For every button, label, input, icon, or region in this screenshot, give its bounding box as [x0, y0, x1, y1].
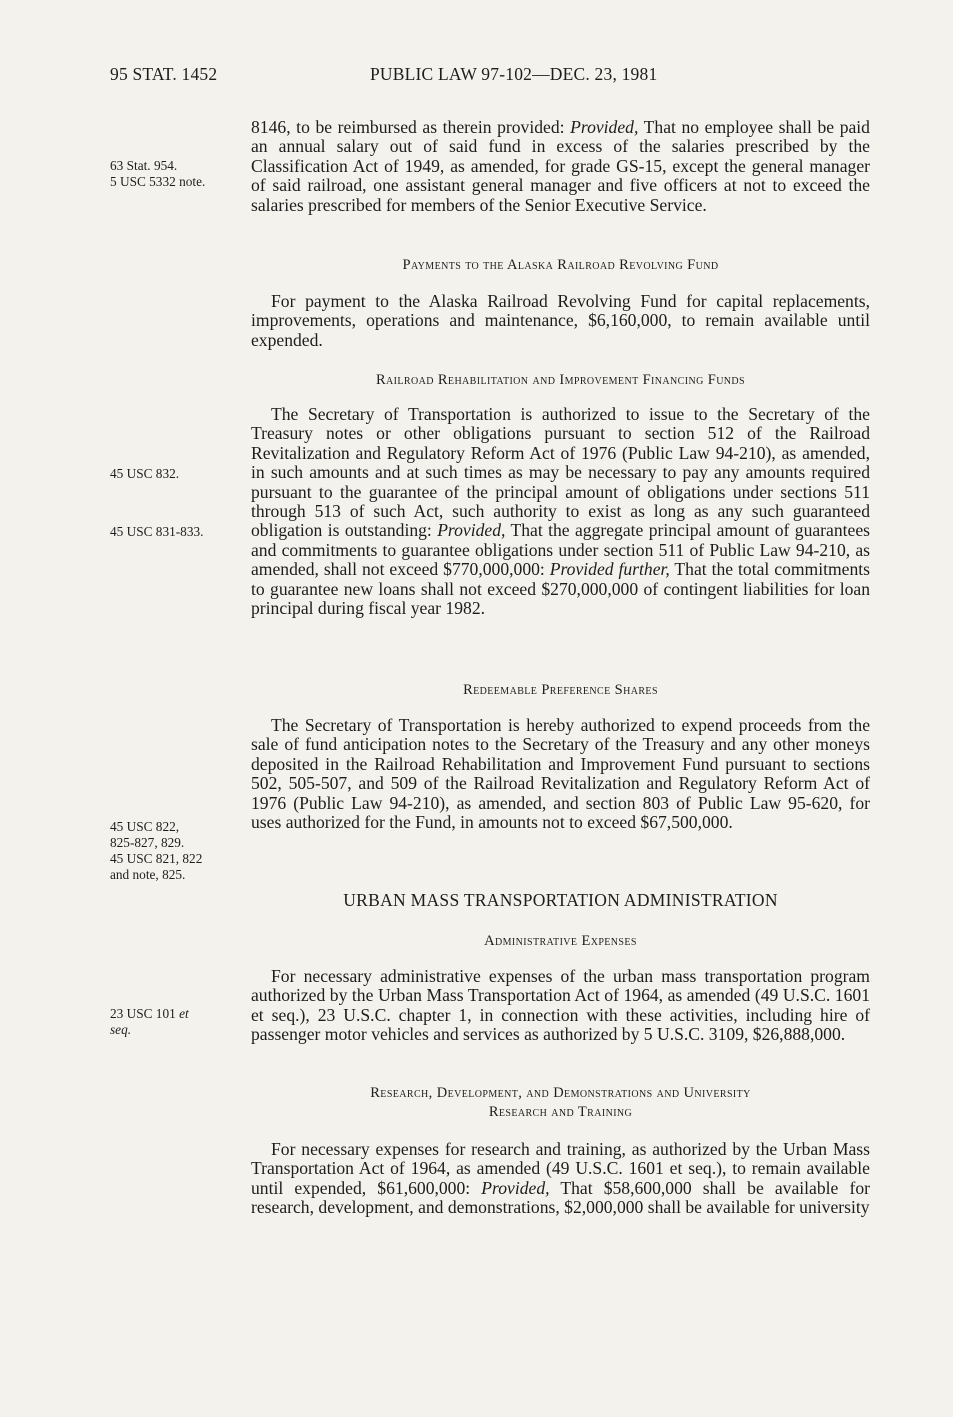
margin-note-line: 825-827, 829. [110, 835, 185, 850]
heading-rehabilitation-funds: Railroad Rehabilitation and Improvement Financing Funds [375, 372, 746, 388]
heading-research-development [251, 1084, 870, 1122]
margin-note-stat [110, 158, 250, 190]
page-statute-cite: 95 STAT. 1452 [110, 64, 218, 84]
margin-note-line: 5 USC 5332 note. [110, 174, 206, 189]
heading-redeemable-shares: Redeemable Preference Shares [463, 682, 658, 698]
margin-note-line: and note, 825. [110, 867, 186, 882]
margin-note-italic: seq. [110, 1022, 132, 1037]
paragraph-rehabilitation-funds: The Secretary of Transportation is authorized to issue to the Secretary of the Treasury notes or other obligations pursuant to section 512 of the Railroad Revitalization and Regulatory Reform Act of 1976 (Public Law 94-210), as amended, in such amounts and at such times as may be necessary to pay any amounts required pursuant to the guarantee of the principal amount of obligations under sections 511 through 513 of such Act, such authority to exist as long as any such guaranteed obligation is outstanding: Provided, That the aggregate principal amount of guarantees and commitments to guarantee obligations under section 511 of Public Law 94-210, as amended, shall not exceed $770,000,000: Provided further, That the total commitments to guarantee new loans shall not exceed $270,000,000 of contingent liabilities for loan principal during fiscal year 1982. [251, 404, 871, 619]
paragraph-redeemable-shares: The Secretary of Transportation is hereby authorized to expend proceeds from the sale of fund anticipation notes to the Secretary of the Treasury and any other moneys deposited in the Railroad Rehabilitation and Improvement Fund pursuant to sections 502, 505-507, and 509 of the Railroad Revitalization and Regulatory Reform Act of 1976 (Public Law 94-210), as amended, and section 803 of Public Law 95-620, for uses authorized for the Fund, in amounts not to exceed $67,500,000. [251, 715, 870, 833]
margin-note-line [110, 1022, 250, 1038]
heading-line: Research and Training [488, 1104, 633, 1120]
margin-note-line: 45 USC 821, 822 [110, 851, 203, 866]
margin-note-line [110, 1006, 250, 1022]
margin-note-line: 45 USC 822, [110, 819, 180, 834]
paragraph-administrative-expenses: For necessary administrative expenses of the urban mass transportation program authorized by the Urban Mass Transportation Act of 1964, as amended (49 U.S.C. 1601 et seq.), 23 U.S.C. chapter 1, in connection with these activities, including hire of passenger motor vehicles and services as authorized by 5 U.S.C. 3109, $26,888,000. [251, 966, 870, 1045]
heading-administrative-expenses: Administrative Expenses [484, 933, 637, 949]
margin-note-text: 23 USC 101 [110, 1006, 176, 1021]
heading-line: Research, Development, and Demonstrations and University [370, 1085, 751, 1101]
margin-note-italic: et [179, 1006, 189, 1021]
margin-note-23usc101 [110, 1006, 250, 1038]
heading-alaska-railroad: Payments to the Alaska Railroad Revolving Fund [402, 257, 719, 273]
margin-note-45usc822 [110, 819, 250, 883]
agency-heading-umta: URBAN MASS TRANSPORTATION ADMINISTRATION [343, 890, 778, 910]
margin-note-45usc831: 45 USC 831-833. [110, 524, 204, 539]
paragraph-alaska-railroad: For payment to the Alaska Railroad Revolving Fund for capital replacements, improvements, operations and maintenance, $6,160,000, to remain available until expended. [251, 291, 870, 350]
margin-note-45usc832: 45 USC 832. [110, 466, 180, 481]
paragraph-research-training: For necessary expenses for research and training, as authorized by the Urban Mass Transportation Act of 1964, as amended (49 U.S.C. 1601 et seq.), to remain available until expended, $61,600,000: Provided, That $58,600,000 shall be available for research, development, and demonstrations, $2,000,000 shall be available for university [251, 1139, 870, 1218]
margin-note-line: 63 Stat. 954. [110, 158, 178, 173]
paragraph-continuation: 8146, to be reimbursed as therein provided: Provided, That no employee shall be paid an annual salary out of said fund in excess of the salaries prescribed by the Classification Act of 1949, as amended, for grade GS-15, except the general manager of said railroad, one assistant general manager and five officers at not to exceed the salaries prescribed for members of the Senior Executive Service. [251, 117, 870, 215]
page-running-title: PUBLIC LAW 97-102—DEC. 23, 1981 [370, 64, 658, 84]
